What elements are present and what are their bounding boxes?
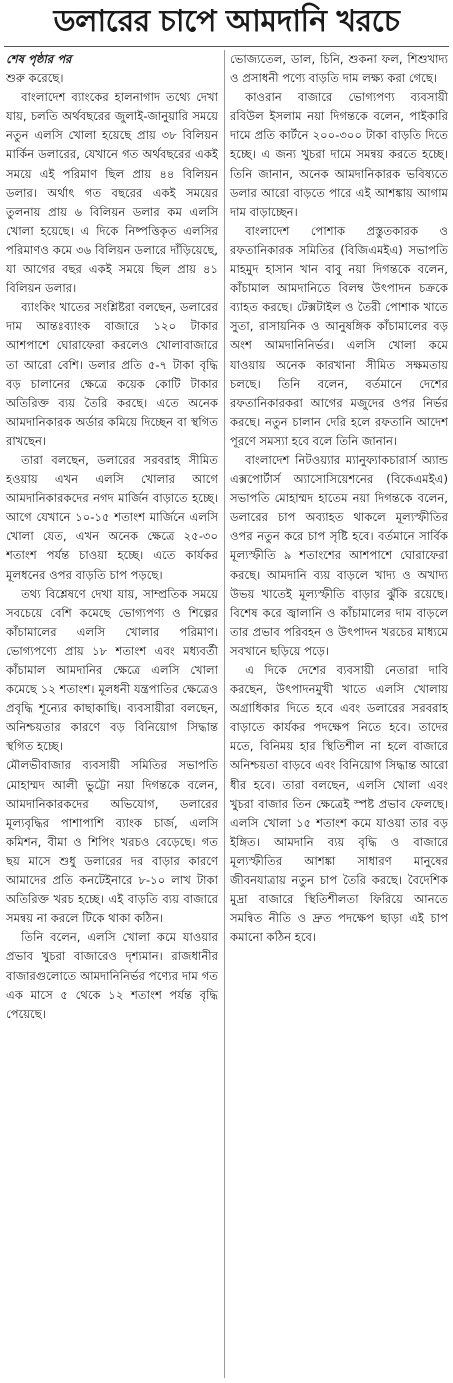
paragraph: এ দিকে দেশের ব্যবসায়ী নেতারা দাবি করছেন, উৎপাদনমুখী খাতে এলসি খোলায় অগ্রাধিকার দিতে হবে এবং ডলারের সরবরাহ বাড়াতে কার্যকর পদক্ষেপ নিতে হবে। তাদের মতে, বিনিময় হার স্থিতিশীল না হলে বাজারে অনিশ্চয়তা বাড়বে এবং বিনিয়োগ সিদ্ধান্ত আরো ধীর হবে। তারা বলছেন, এলসি খোলা এবং খুচরা বাজার তিন ক্ষেত্রেই স্পষ্ট প্রভাব ফেলছে। এলসি খোলা ১৫ শতাংশ কমে যাওয়া তার বড় ইঙ্গিত। আমদানি ব্যয় বৃদ্ধি ও বাজারে মূল্যস্ফীতির আশঙ্কা সাধারণ মানুষের জীবনযাত্রায় নতুন চাপ তৈরি করছে। বৈদেশিক মুদ্রা বাজারে স্থিতিশীলতা ফিরিয়ে আনতে সমন্বিত নীতি ও দ্রুত পদক্ষেপ ছাড়া এই চাপ কমানো কঠিন হবে। xyxy=(230,663,448,945)
paragraph: মৌলভীবাজার ব্যবসায়ী সমিতির সভাপতি মোহাম্মদ আলী ভুট্টো নয়া দিগন্তকে বলেন, আমদানিকারকদের অভিযোগ, ডলারের মূল্যবৃদ্ধির পাশাপাশি ব্যাংক চার্জ, এলসি কমিশন, বীমা ও শিপিং খরচও বেড়েছে। গত ছয় মাসে শুধু ডলারের দর বাড়ার কারণে আমাদের প্রতি কনটেইনারে ৮-১০ লাখ টাকা অতিরিক্ত খরচ হচ্ছে। এই বাড়তি ব্যয় বাজারে সমন্বয় না করলে টিকে থাকা কঠিন। xyxy=(6,758,218,926)
right-column xyxy=(230,50,448,1380)
paragraph: বাংলাদেশ নিটওয়্যার ম্যানুফ্যাকচারার্স অ্যান্ড এক্সপোর্টার্স অ্যাসোসিয়েশনের (বিকেএমইএ) সভাপতি মোহাম্মদ হাতেম নয়া দিগন্তকে বলেন, ডলারের চাপ অব্যাহত থাকলে মূল্যস্ফীতির ওপর নতুন করে চাপ সৃষ্টি হবে। বর্তমানে সার্বিক মূল্যস্ফীতি ৯ শতাংশের আশপাশে ঘোরাফেরা করছে। আমদানি ব্যয় বাড়লে খাদ্য ও অখাদ্য উভয় খাতেই মূল্যস্ফীতি বাড়ার ঝুঁকি রয়েছে। বিশেষ করে জ্বালানি ও কাঁচামালের দাম বাড়লে তার প্রভাব পরিবহন ও উৎপাদন খরচের মাধ্যমে সবখানে ছড়িয়ে পড়ে। xyxy=(230,452,448,658)
paragraph: তারা বলছেন, ডলারের সরবরাহ সীমিত হওয়ায় এখন এলসি খোলার আগে আমদানিকারকদের নগদ মার্জিন বাড়াতে হচ্ছে। আগে যেখানে ১০-১৫ শতাংশ মার্জিনে এলসি খোলা যেত, এখন অনেক ক্ষেত্রে ২৫-৩০ শতাংশ পর্যন্ত চাওয়া হচ্ছে। এতে কার্যকর মূলধনের ওপর বাড়তি চাপ পড়ছে। xyxy=(6,452,218,582)
paragraph: শুরু করেছে। xyxy=(6,71,64,86)
paragraph: বাংলাদেশ ব্যাংকের হালনাগাদ তথ্যে দেখা যায়, চলতি অর্থবছরের জুলাই-জানুয়ারি সময়ে নতুন এলসি খোলা হয়েছে প্রায় ৩৮ বিলিয়ন মার্কিন ডলারের, যেখানে গত অর্থবছরের একই সময়ে এই পরিমাণ ছিল প্রায় ৪৪ বিলিয়ন ডলার। অর্থাৎ গত বছরের একই সময়ের তুলনায় প্রায় ৬ বিলিয়ন ডলার কম এলসি খোলা হয়েছে। এ দিকে নিষ্পত্তিকৃত এলসির পরিমাণও কমে ৩৬ বিলিয়ন ডলারে দাঁড়িয়েছে, যা আগের বছর একই সময়ে ছিল প্রায় ৪১ বিলিয়ন ডলার। xyxy=(6,90,218,296)
paragraph: তিনি বলেন, এলসি খোলা কমে যাওয়ার প্রভাব খুচরা বাজারেও দৃশ্যমান। রাজধানীর বাজারগুলোতে আমদানিনির্ভর পণ্যের দাম গত এক মাসে ৫ থেকে ১২ শতাংশ পর্যন্ত বৃদ্ধি পেয়েছে। xyxy=(6,930,218,1021)
continued-from-label: শেষ পৃষ্ঠার পর xyxy=(6,52,72,66)
paragraph: ব্যাংকিং খাতের সংশ্লিষ্টরা বলছেন, ডলারের দাম আন্তঃব্যাংক বাজারে ১২০ টাকার আশপাশে ঘোরাফেরা করলেও খোলাবাজারে তা আরো বেশি। ডলার প্রতি ৫-৭ টাকা বৃদ্ধি বড় চালানের ক্ষেত্রে কয়েক কোটি টাকার অতিরিক্ত ব্যয় তৈরি করছে। এতে অনেক আমদানিকারক অর্ডার কমিয়ে দিচ্ছেন বা স্থগিত রাখছেন। xyxy=(6,300,218,448)
paragraph: কাওরান বাজারে ভোগ্যপণ্য ব্যবসায়ী রবিউল ইসলাম নয়া দিগন্তকে বলেন, পাইকারি দামে প্রতি কার্টনে ২০০-৩০০ টাকা বাড়তি দিতে হচ্ছে। এ জন্য খুচরা দামে সমন্বয় করতে হচ্ছে। তিনি জানান, অনেক আমদানিকারক ভবিষ্যতে ডলার আরো বাড়তে পারে এই আশঙ্কায় আগাম দাম বাড়াচ্ছেন। xyxy=(230,90,448,219)
paragraph: বাংলাদেশ পোশাক প্রস্তুতকারক ও রফতানিকারক সমিতির (বিজিএমইএ) সভাপতি মাহমুদ হাসান খান বাবু নয়া দিগন্তকে বলেন, কাঁচামাল আমদানিতে বিলম্ব উৎপাদন চক্রকে ব্যাহত করছে। টেক্সটাইল ও তৈরী পোশাক খাতে সুতা, রাসায়নিক ও আনুষঙ্গিক কাঁচামালের বড় অংশ আমদানিনির্ভর। এলসি খোলা কমে যাওয়ায় অনেক কারখানা সীমিত সক্ষমতায় চলছে। তিনি বলেন, বর্তমানে দেশের রফতানিকারকরা আগের মজুদের ওপর নির্ভর করছে। নতুন চালান দেরি হলে রফতানি আদেশ পূরণে সমস্যা হবে বলে তিনি জানান। xyxy=(230,223,448,448)
article-headline: ডলারের চাপে আমদানি খরচে xyxy=(53,4,400,39)
paragraph: ভোজ্যতেল, ডাল, চিনি, শুকনা ফল, শিশুখাদ্য ও প্রসাধনী পণ্যে বাড়তি দাম লক্ষ্য করা গেছে। xyxy=(230,52,448,86)
headline-rule xyxy=(4,46,449,47)
column-divider xyxy=(224,50,225,1378)
left-column xyxy=(6,50,218,1380)
paragraph: তথ্য বিশ্লেষণে দেখা যায়, সাম্প্রতিক সময়ে সবচেয়ে বেশি কমেছে ভোগ্যপণ্য ও শিল্পের কাঁচামালের এলসি খোলার পরিমাণ। ভোগ্যপণ্যে প্রায় ১৮ শতাংশ এবং মধ্যবর্তী কাঁচামাল আমদানির ক্ষেত্রে এলসি খোলা কমেছে ১২ শতাংশ। মূলধনী যন্ত্রপাতির ক্ষেত্রেও প্রবৃদ্ধি শূন্যের কাছাকাছি। ব্যবসায়ীরা বলছেন, অনিশ্চয়তার কারণে বড় বিনিয়োগ সিদ্ধান্ত স্থগিত হচ্ছে। xyxy=(6,586,218,754)
